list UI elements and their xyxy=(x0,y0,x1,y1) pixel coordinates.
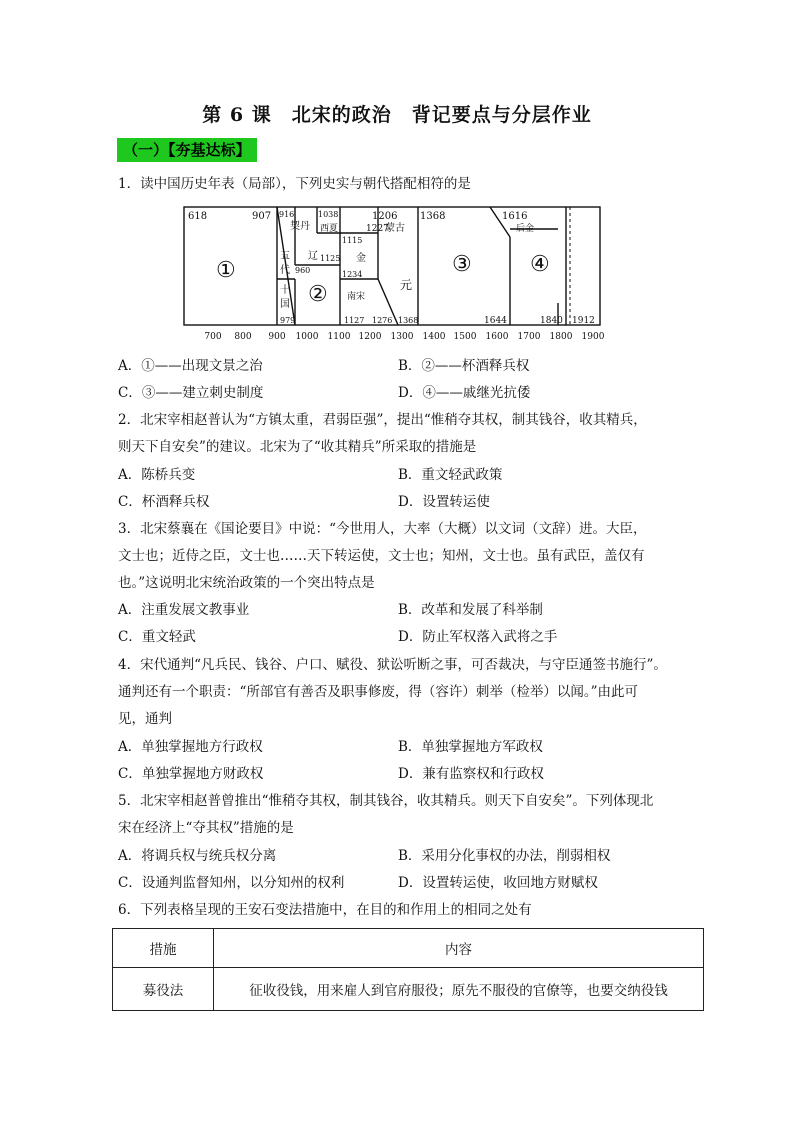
label-960: 960 xyxy=(295,266,311,275)
question-3-stem-3: 也。”这说明北宋统治政策的一个突出特点是 xyxy=(118,575,375,591)
q2-option-a[interactable]: A．陈桥兵变 xyxy=(118,467,196,483)
tick-1300: 1300 xyxy=(390,332,414,342)
tick-800: 800 xyxy=(234,332,252,342)
label-907: 907 xyxy=(252,211,272,222)
page-title: 第 6 课 北宋的政治 背记要点与分层作业 xyxy=(202,104,592,126)
question-6-stem: 6．下列表格呈现的王安石变法措施中，在目的和作用上的相同之处有 xyxy=(118,902,532,918)
label-1127: 1127 xyxy=(344,316,365,325)
tick-1100: 1100 xyxy=(327,332,351,342)
label-1840: 1840 xyxy=(540,316,563,326)
tick-1900: 1900 xyxy=(581,332,605,342)
q4-option-a[interactable]: A．单独掌握地方行政权 xyxy=(118,739,263,755)
q3-option-d[interactable]: D．防止军权落入武将之手 xyxy=(398,629,558,645)
cell-measure: 募役法 xyxy=(113,968,214,1011)
q3-option-b[interactable]: B．改革和发展了科举制 xyxy=(398,602,543,618)
label-1234: 1234 xyxy=(342,270,363,279)
q5-option-c[interactable]: C．设通判监督知州，以分知州的权利 xyxy=(118,875,345,891)
label-916: 916 xyxy=(279,210,295,219)
label-1227: 1227 xyxy=(366,224,389,234)
label-wu: 五 xyxy=(280,251,290,262)
label-nansong: 南宋 xyxy=(347,292,366,302)
circle-2: ② xyxy=(308,282,328,307)
table-header-row xyxy=(113,929,704,968)
label-1912: 1912 xyxy=(572,316,595,326)
label-guo: 国 xyxy=(280,299,290,310)
label-1206: 1206 xyxy=(372,211,398,222)
tick-1500: 1500 xyxy=(453,332,477,342)
q2-option-c[interactable]: C．杯酒释兵权 xyxy=(118,494,210,510)
circle-4: ④ xyxy=(530,252,550,277)
label-1276: 1276 xyxy=(372,316,393,325)
tick-1400: 1400 xyxy=(422,332,446,342)
label-1125: 1125 xyxy=(320,254,341,263)
header-content: 内容 xyxy=(214,929,704,968)
q5-option-d[interactable]: D．设置转运使，收回地方财赋权 xyxy=(398,875,598,891)
label-menggu: 蒙古 xyxy=(385,223,405,234)
tick-1200: 1200 xyxy=(358,332,382,342)
header-measure: 措施 xyxy=(113,929,214,968)
label-shi: 十 xyxy=(280,285,290,296)
q1-option-a[interactable]: A．①——出现文景之治 xyxy=(118,358,263,374)
question-4-stem-1: 4．宋代通判“凡兵民、钱谷、户口、赋役、狱讼听断之事，可否裁决，与守臣通签书施行”。 xyxy=(118,657,667,673)
label-houjin: 后金 xyxy=(516,224,535,234)
q2-option-d[interactable]: D．设置转运使 xyxy=(398,494,490,510)
question-4-stem-2: 通判还有一个职责：“所部官有善否及职事修废，得（容许）刺举（检举）以闻。”由此可 xyxy=(118,684,639,700)
tick-900: 900 xyxy=(268,332,286,342)
label-yuan: 元 xyxy=(400,278,413,292)
q2-option-b[interactable]: B．重文轻武政策 xyxy=(398,467,503,483)
tick-700: 700 xyxy=(204,332,222,342)
q1-option-b[interactable]: B．②——杯酒释兵权 xyxy=(398,358,530,374)
tick-1800: 1800 xyxy=(549,332,573,342)
q3-option-c[interactable]: C．重文轻武 xyxy=(118,629,196,645)
label-liao: 辽 xyxy=(308,251,318,262)
q5-option-a[interactable]: A．将调兵权与统兵权分离 xyxy=(118,848,277,864)
q4-option-d[interactable]: D．兼有监察权和行政权 xyxy=(398,766,544,782)
label-qidan: 契丹 xyxy=(290,221,310,232)
question-5-stem-2: 宋在经济上“夺其权”措施的是 xyxy=(118,820,294,836)
q1-option-d[interactable]: D．④——戚继光抗倭 xyxy=(398,385,531,401)
cell-content: 征收役钱，用来雇人到官府服役；原先不服役的官僚等，也要交纳役钱 xyxy=(214,968,704,1011)
label-1616: 1616 xyxy=(502,211,528,222)
q3-option-a[interactable]: A．注重发展文教事业 xyxy=(118,602,250,618)
tick-1700: 1700 xyxy=(517,332,541,342)
question-3-stem-1: 3．北宋蔡襄在《国论要目》中说：“今世用人，大率（大概）以文词（文辞）进。大臣， xyxy=(118,521,647,537)
question-5-stem-1: 5．北宋宰相赵普曾推出“惟稍夺其权，制其钱谷，收其精兵。则天下自安矣”。下列体现北 xyxy=(118,793,654,809)
label-xixia: 西夏 xyxy=(320,224,339,234)
reform-measures-table xyxy=(112,928,704,1011)
q4-option-c[interactable]: C．单独掌握地方财政权 xyxy=(118,766,264,782)
label-jin: 金 xyxy=(356,253,366,264)
question-1-stem: 1．读中国历史年表（局部），下列史实与朝代搭配相符的是 xyxy=(118,176,471,192)
label-1644: 1644 xyxy=(484,316,507,326)
circle-3: ③ xyxy=(452,252,472,277)
label-1368b: 1368 xyxy=(398,316,419,325)
label-1115: 1115 xyxy=(342,236,363,245)
question-3-stem-2: 文士也；近侍之臣，文士也……天下转运使，文士也；知州，文士也。虽有武臣，盖仅有 xyxy=(118,548,645,564)
q1-option-c[interactable]: C．③——建立刺史制度 xyxy=(118,385,264,401)
table-row xyxy=(113,968,704,1011)
label-618: 618 xyxy=(188,211,208,222)
history-timeline xyxy=(180,203,610,343)
tick-1600: 1600 xyxy=(485,332,509,342)
tick-1000: 1000 xyxy=(295,332,319,342)
circle-1: ① xyxy=(216,258,236,283)
section-tag: （一）【夯基达标】 xyxy=(117,138,257,162)
label-1038: 1038 xyxy=(318,210,339,219)
question-2-stem-2: 则天下自安矣”的建议。北宋为了“收其精兵”所采取的措施是 xyxy=(118,439,477,455)
label-1368a: 1368 xyxy=(420,211,446,222)
label-979: 979 xyxy=(280,316,296,325)
question-2-stem-1: 2．北宋宰相赵普认为“方镇太重，君弱臣强”，提出“惟稍夺其权，制其钱谷，收其精兵， xyxy=(118,412,647,428)
q4-option-b[interactable]: B．单独掌握地方军政权 xyxy=(398,739,543,755)
label-dai: 代 xyxy=(280,265,290,276)
axis-ticks xyxy=(204,332,604,342)
q5-option-b[interactable]: B．采用分化事权的办法，削弱相权 xyxy=(398,848,611,864)
question-4-stem-3: 见，通判 xyxy=(118,711,172,727)
